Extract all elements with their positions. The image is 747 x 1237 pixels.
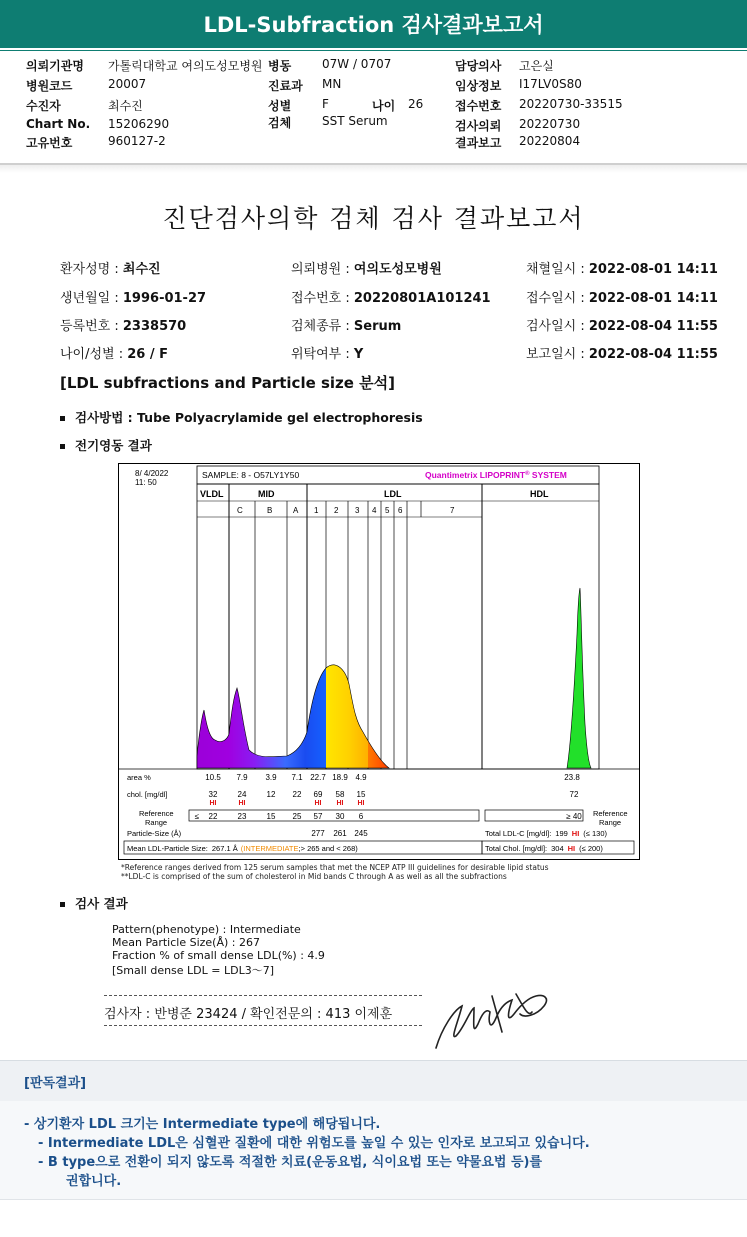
header-underline [0, 50, 747, 51]
signature-line-bottom [104, 1025, 422, 1026]
psize-3: 245 [354, 829, 368, 838]
total-ldl: Total LDL-C [mg/dl]: 199 HI (≤ 130) [485, 829, 608, 838]
info-request-date-value: 20220730 [519, 117, 581, 131]
region-mid: MID [258, 489, 275, 499]
info-chart-no: Chart No. [26, 117, 91, 131]
electro-bullet: 전기영동 결과 [60, 436, 152, 454]
region-hdl: HDL [530, 489, 549, 499]
chart-date: 8/ 4/2022 [135, 469, 169, 478]
info-age-value: 26 [408, 97, 424, 111]
chol-a: 22 [292, 790, 302, 799]
info-hospital-code-value: 20007 [108, 77, 147, 91]
signature-line-top [104, 995, 422, 996]
info-request-date: 검사의뢰 [455, 119, 502, 133]
divider-shadow [0, 165, 747, 173]
method-bullet: 검사방법 : Tube Polyacrylamide gel electrophoresis [60, 408, 423, 426]
psize-1: 277 [311, 829, 325, 838]
psize-2: 261 [333, 829, 347, 838]
judgement-label: [판독결과] [24, 1076, 87, 1091]
region-ldl: LDL [384, 489, 402, 499]
result-pattern: Pattern(phenotype) : Intermediate [112, 923, 301, 936]
ref-hdl: ≥ 40 [566, 812, 582, 821]
info-receipt-value: 20220730-33515 [519, 97, 623, 111]
info-hospital-code: 병원코드 [26, 79, 73, 93]
patient-hospital: 의뢰병원 : 여의도성모병원 [291, 262, 442, 277]
chart-time: 11: 50 [135, 478, 157, 487]
patient-age-sex: 나이/성별 : 26 / F [60, 347, 169, 362]
area-hdl: 23.8 [564, 773, 580, 782]
signoff: 검사자 : 반병준 23424 / 확인전문의 : 413 이제훈 [104, 1007, 393, 1022]
band-5: 5 [385, 506, 390, 515]
signature-image [432, 988, 562, 1054]
info-ward: 병동 [268, 59, 292, 73]
bottom-rule [0, 1199, 747, 1200]
chol-1: 69 [313, 790, 323, 799]
mean-ldl: Mean LDL-Particle Size: 267.1 Å (INTERMEDIATE;> 265 and < 268) [127, 844, 358, 853]
info-report-date-value: 20220804 [519, 134, 581, 148]
area-b: 3.9 [265, 773, 277, 782]
judgement-line-1: - 상기환자 LDL 크기는 Intermediate type에 해당됩니다. [24, 1117, 381, 1132]
info-unique-no-value: 960127-2 [108, 134, 166, 148]
info-requester: 의뢰기관명 [26, 59, 84, 73]
patient-birth: 생년월일 : 1996-01-27 [60, 291, 207, 306]
flag-vldl: HI [209, 800, 217, 807]
judgement-header [0, 1060, 747, 1102]
region-vldl: VLDL [200, 489, 224, 499]
ref-a: 25 [292, 812, 302, 821]
patient-reg-no: 등록번호 : 2338570 [60, 319, 187, 334]
info-chart-no-value: 15206290 [108, 117, 170, 131]
result-small-dense: [Small dense LDL = LDL3～7] [112, 964, 275, 977]
chol-2: 58 [335, 790, 345, 799]
info-doctor: 담당의사 [455, 59, 502, 73]
row-ref-label2: Range [145, 818, 168, 827]
ref-b: 15 [266, 812, 276, 821]
result-fraction: Fraction % of small dense LDL(%) : 4.9 [112, 949, 325, 962]
flag-1: HI [314, 800, 322, 807]
info-ward-value: 07W / 0707 [322, 57, 392, 71]
area-c: 7.9 [236, 773, 248, 782]
info-sex: 성별 [268, 99, 292, 113]
info-age: 나이 [372, 99, 396, 113]
chart-brand: Quantimetrix LIPOPRINT® SYSTEM [425, 470, 567, 480]
ref-1: 57 [313, 812, 323, 821]
chart-sample: SAMPLE: 8 - O57LY1Y50 [202, 470, 300, 480]
info-doctor-value: 고은실 [519, 59, 554, 73]
info-clinical-value: I17LV0S80 [519, 77, 582, 91]
info-patient-value: 최수진 [108, 99, 143, 113]
area-vldl: 10.5 [205, 773, 221, 782]
total-chol: Total Chol. [mg/dl]: 304 HI (≤ 200) [485, 844, 603, 853]
info-patient: 수진자 [26, 99, 61, 113]
band-2: 2 [334, 506, 339, 515]
chol-vldl: 32 [208, 790, 218, 799]
area-a: 7.1 [291, 773, 303, 782]
flag-2: HI [336, 800, 344, 807]
patient-collected: 채혈일시 : 2022-08-01 14:11 [526, 262, 718, 277]
patient-tested: 검사일시 : 2022-08-04 11:55 [526, 319, 718, 334]
info-clinical: 임상정보 [455, 79, 502, 93]
band-c: C [237, 506, 243, 515]
flag-3: HI [357, 800, 365, 807]
ldl-curve [197, 665, 389, 768]
band-1: 1 [314, 506, 319, 515]
flag-c: HI [238, 800, 246, 807]
patient-received: 접수일시 : 2022-08-01 14:11 [526, 291, 718, 306]
patient-reported: 보고일시 : 2022-08-04 11:55 [526, 347, 718, 362]
judgement-line-2: - Intermediate LDL은 심혈관 질환에 대한 위험도를 높일 수 있는 인자로 보고되고 있습니다. [38, 1136, 590, 1151]
row-chol-label: chol. [mg/dl] [127, 790, 168, 799]
band-b: B [267, 506, 273, 515]
row-ref-label1: Reference [139, 809, 174, 818]
ref-2: 30 [335, 812, 345, 821]
band-4: 4 [372, 506, 377, 515]
judgement-line-4: 권합니다. [66, 1174, 122, 1189]
report-header-title: LDL-Subfraction 검사결과보고서 [0, 0, 747, 48]
chol-b: 12 [266, 790, 276, 799]
psize-label: Particle-Size (Å) [127, 829, 182, 838]
info-requester-value: 가톨릭대학교 여의도성모병원 [108, 59, 263, 73]
area-2: 18.9 [332, 773, 348, 782]
ref-prefix: ≤ [194, 812, 200, 821]
row-area-label: area % [127, 773, 151, 782]
info-specimen: 검체 [268, 116, 292, 130]
document-title: 진단검사의학 검체 검사 결과보고서 [162, 204, 585, 233]
footnote-1: *Reference ranges derived from 125 serum samples that met the NCEP ATP III guidelines for desirable lipid status [121, 863, 549, 872]
patient-receipt-no: 접수번호 : 20220801A101241 [291, 291, 491, 306]
band-3: 3 [355, 506, 360, 515]
info-sex-value: F [322, 97, 329, 111]
area-1: 22.7 [310, 773, 326, 782]
result-mean-size: Mean Particle Size(Å) : 267 [112, 936, 260, 949]
band-6: 6 [398, 506, 403, 515]
info-report-date: 결과보고 [455, 136, 502, 150]
patient-name: 환자성명 : 최수진 [60, 262, 161, 277]
band-7: 7 [450, 506, 455, 515]
ref-right-label2: Range [599, 818, 622, 827]
info-dept-value: MN [322, 77, 342, 91]
ref-c: 23 [237, 812, 247, 821]
info-specimen-value: SST Serum [322, 114, 388, 128]
chol-3: 15 [356, 790, 366, 799]
ref-right-label1: Reference [593, 809, 628, 818]
info-unique-no: 고유번호 [26, 136, 73, 150]
area-3: 4.9 [355, 773, 367, 782]
judgement-line-3: - B type으로 전환이 되지 않도록 적절한 치료(운동요법, 식이요법 또는 약물요법 등)를 [38, 1155, 543, 1170]
chol-hdl: 72 [569, 790, 579, 799]
lipoprint-chart [118, 463, 640, 860]
result-bullet: 검사 결과 [60, 894, 128, 912]
info-dept: 진료과 [268, 79, 303, 93]
patient-consign: 위탁여부 : Y [291, 347, 364, 362]
info-receipt: 접수번호 [455, 99, 502, 113]
hdl-curve [567, 588, 591, 768]
band-a: A [293, 506, 299, 515]
footnote-2: **LDL-C is comprised of the sum of cholesterol in Mid bands C through A as well as all the subfractions [121, 872, 507, 881]
section-title: [LDL subfractions and Particle size 분석] [60, 374, 396, 392]
patient-specimen: 검체종류 : Serum [291, 319, 402, 334]
chol-c: 24 [237, 790, 247, 799]
ref-3: 6 [358, 812, 364, 821]
ref-vldl: 22 [208, 812, 218, 821]
